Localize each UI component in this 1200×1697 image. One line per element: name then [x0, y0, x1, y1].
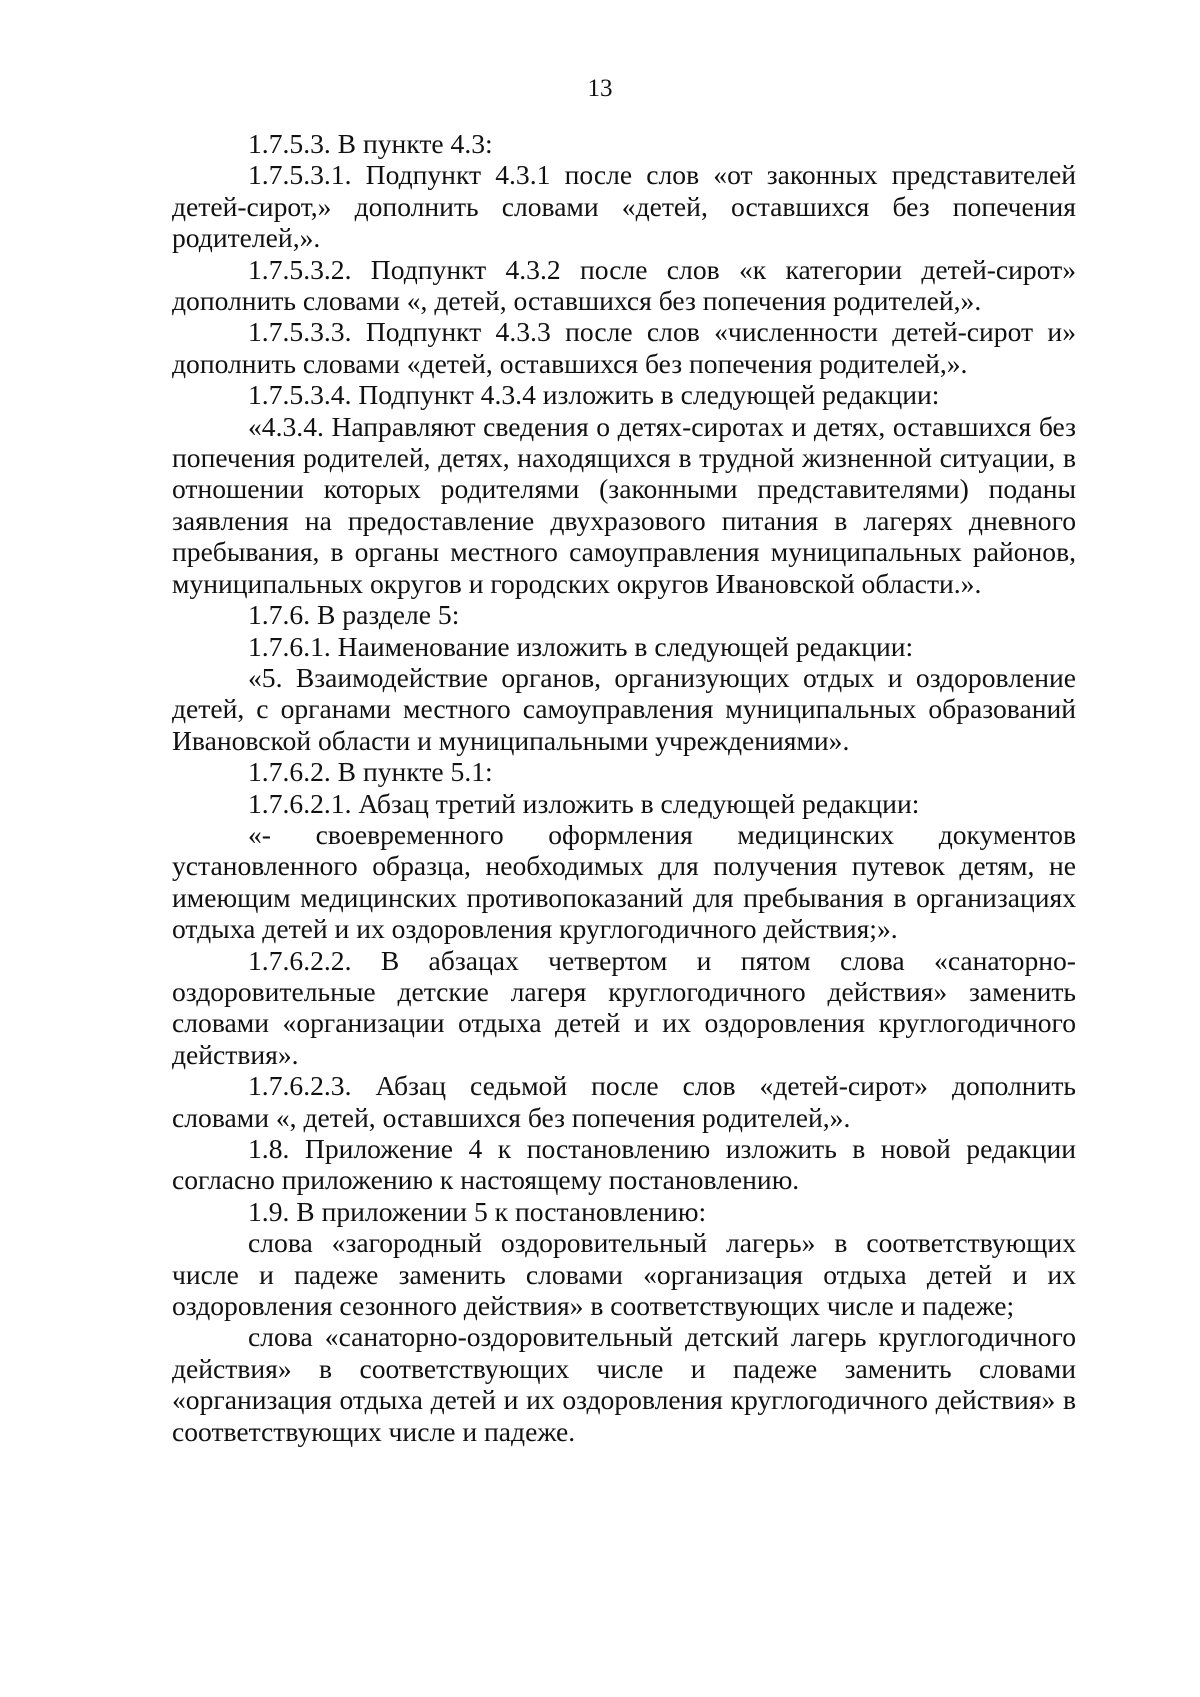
paragraph-1-9: 1.9. В приложении 5 к постановлению: — [248, 1195, 707, 1227]
paragraph-quote-4-3-4: «4.3.4. Направляют сведения о детях-сиротах и детях, оставшихся без попечения родителей, детях, находящихся в трудной жизненной ситуации, в отношении которых родителями (законными представителями) поданы заявления на предоставление двухразового питания в лагерях дневного пребывания, в органы местного самоуправления муниципальных районов, муниципальных округов и городских округов Ивановской области.». — [172, 410, 1076, 599]
paragraph-1-7-5-3-3: 1.7.5.3.3. Подпункт 4.3.3 после слов «численности детей-сирот и» дополнить словами «детей, оставшихся без попечения родителей,». — [172, 316, 1076, 379]
paragraph-1-7-5-3-2: 1.7.5.3.2. Подпункт 4.3.2 после слов «к категории детей-сирот» дополнить словами «, детей, оставшихся без попечения родителей,». — [172, 253, 1076, 317]
paragraph-quote-section-5: «5. Взаимодействие органов, организующих отдых и оздоровление детей, с органами местного самоуправления муниципальных образований Ивановской области и муниципальными учреждениями». — [172, 661, 1076, 756]
paragraph-1-9-words-seasonal: слова «загородный оздоровительный лагерь» в соответствующих числе и падеже заменить словами «организация отдыха детей и их оздоровления сезонного действия» в соответствующих числе и падеже; — [172, 1227, 1076, 1322]
paragraph-1-7-6-1: 1.7.6.1. Наименование изложить в следующей редакции: — [248, 630, 914, 662]
paragraph-1-9-words-year-round: слова «санаторно-оздоровительный детский лагерь круглогодичного действия» в соответствующих числе и падеже заменить словами «организация отдыха детей и их оздоровления круглогодичного действия» в соответствующих числе и падеже. — [172, 1321, 1076, 1447]
paragraph-1-8: 1.8. Приложение 4 к постановлению изложить в новой редакции согласно приложению к настоящему постановлению. — [172, 1133, 1076, 1196]
paragraph-1-7-6-2-1: 1.7.6.2.1. Абзац третий изложить в следующей редакции: — [248, 787, 920, 819]
paragraph-1-7-6-2-2: 1.7.6.2.2. В абзацах четвертом и пятом слова «санаторно-оздоровительные детские лагеря круглогодичного действия» заменить словами «организации отдыха детей и их оздоровления круглогодичного действия». — [172, 944, 1076, 1070]
page-number: 13 — [587, 75, 613, 102]
paragraph-1-7-5-3-1: 1.7.5.3.1. Подпункт 4.3.1 после слов «от законных представителей детей-сирот,» дополнить словами «детей, оставшихся без попечения родителей,». — [172, 159, 1076, 254]
paragraph-quote-abzac-3: «- своевременного оформления медицинских документов установленного образца, необходимых для получения путевок детям, не имеющим медицинских противопоказаний для пребывания в организациях отдыха детей и их оздоровления круглогодичного действия;». — [172, 818, 1076, 945]
paragraph-1-7-6-2-3: 1.7.6.2.3. Абзац седьмой после слов «детей-сирот» дополнить словами «, детей, оставшихся без попечения родителей,». — [172, 1070, 1076, 1133]
paragraph-1-7-5-3-4: 1.7.5.3.4. Подпункт 4.3.4 изложить в следующей редакции: — [248, 379, 940, 411]
document-body — [172, 128, 1076, 1447]
paragraph-1-7-6: 1.7.6. В разделе 5: — [248, 599, 460, 631]
paragraph-1-7-6-2: 1.7.6.2. В пункте 5.1: — [248, 756, 493, 788]
paragraph-1-7-5-3: 1.7.5.3. В пункте 4.3: — [248, 128, 493, 159]
